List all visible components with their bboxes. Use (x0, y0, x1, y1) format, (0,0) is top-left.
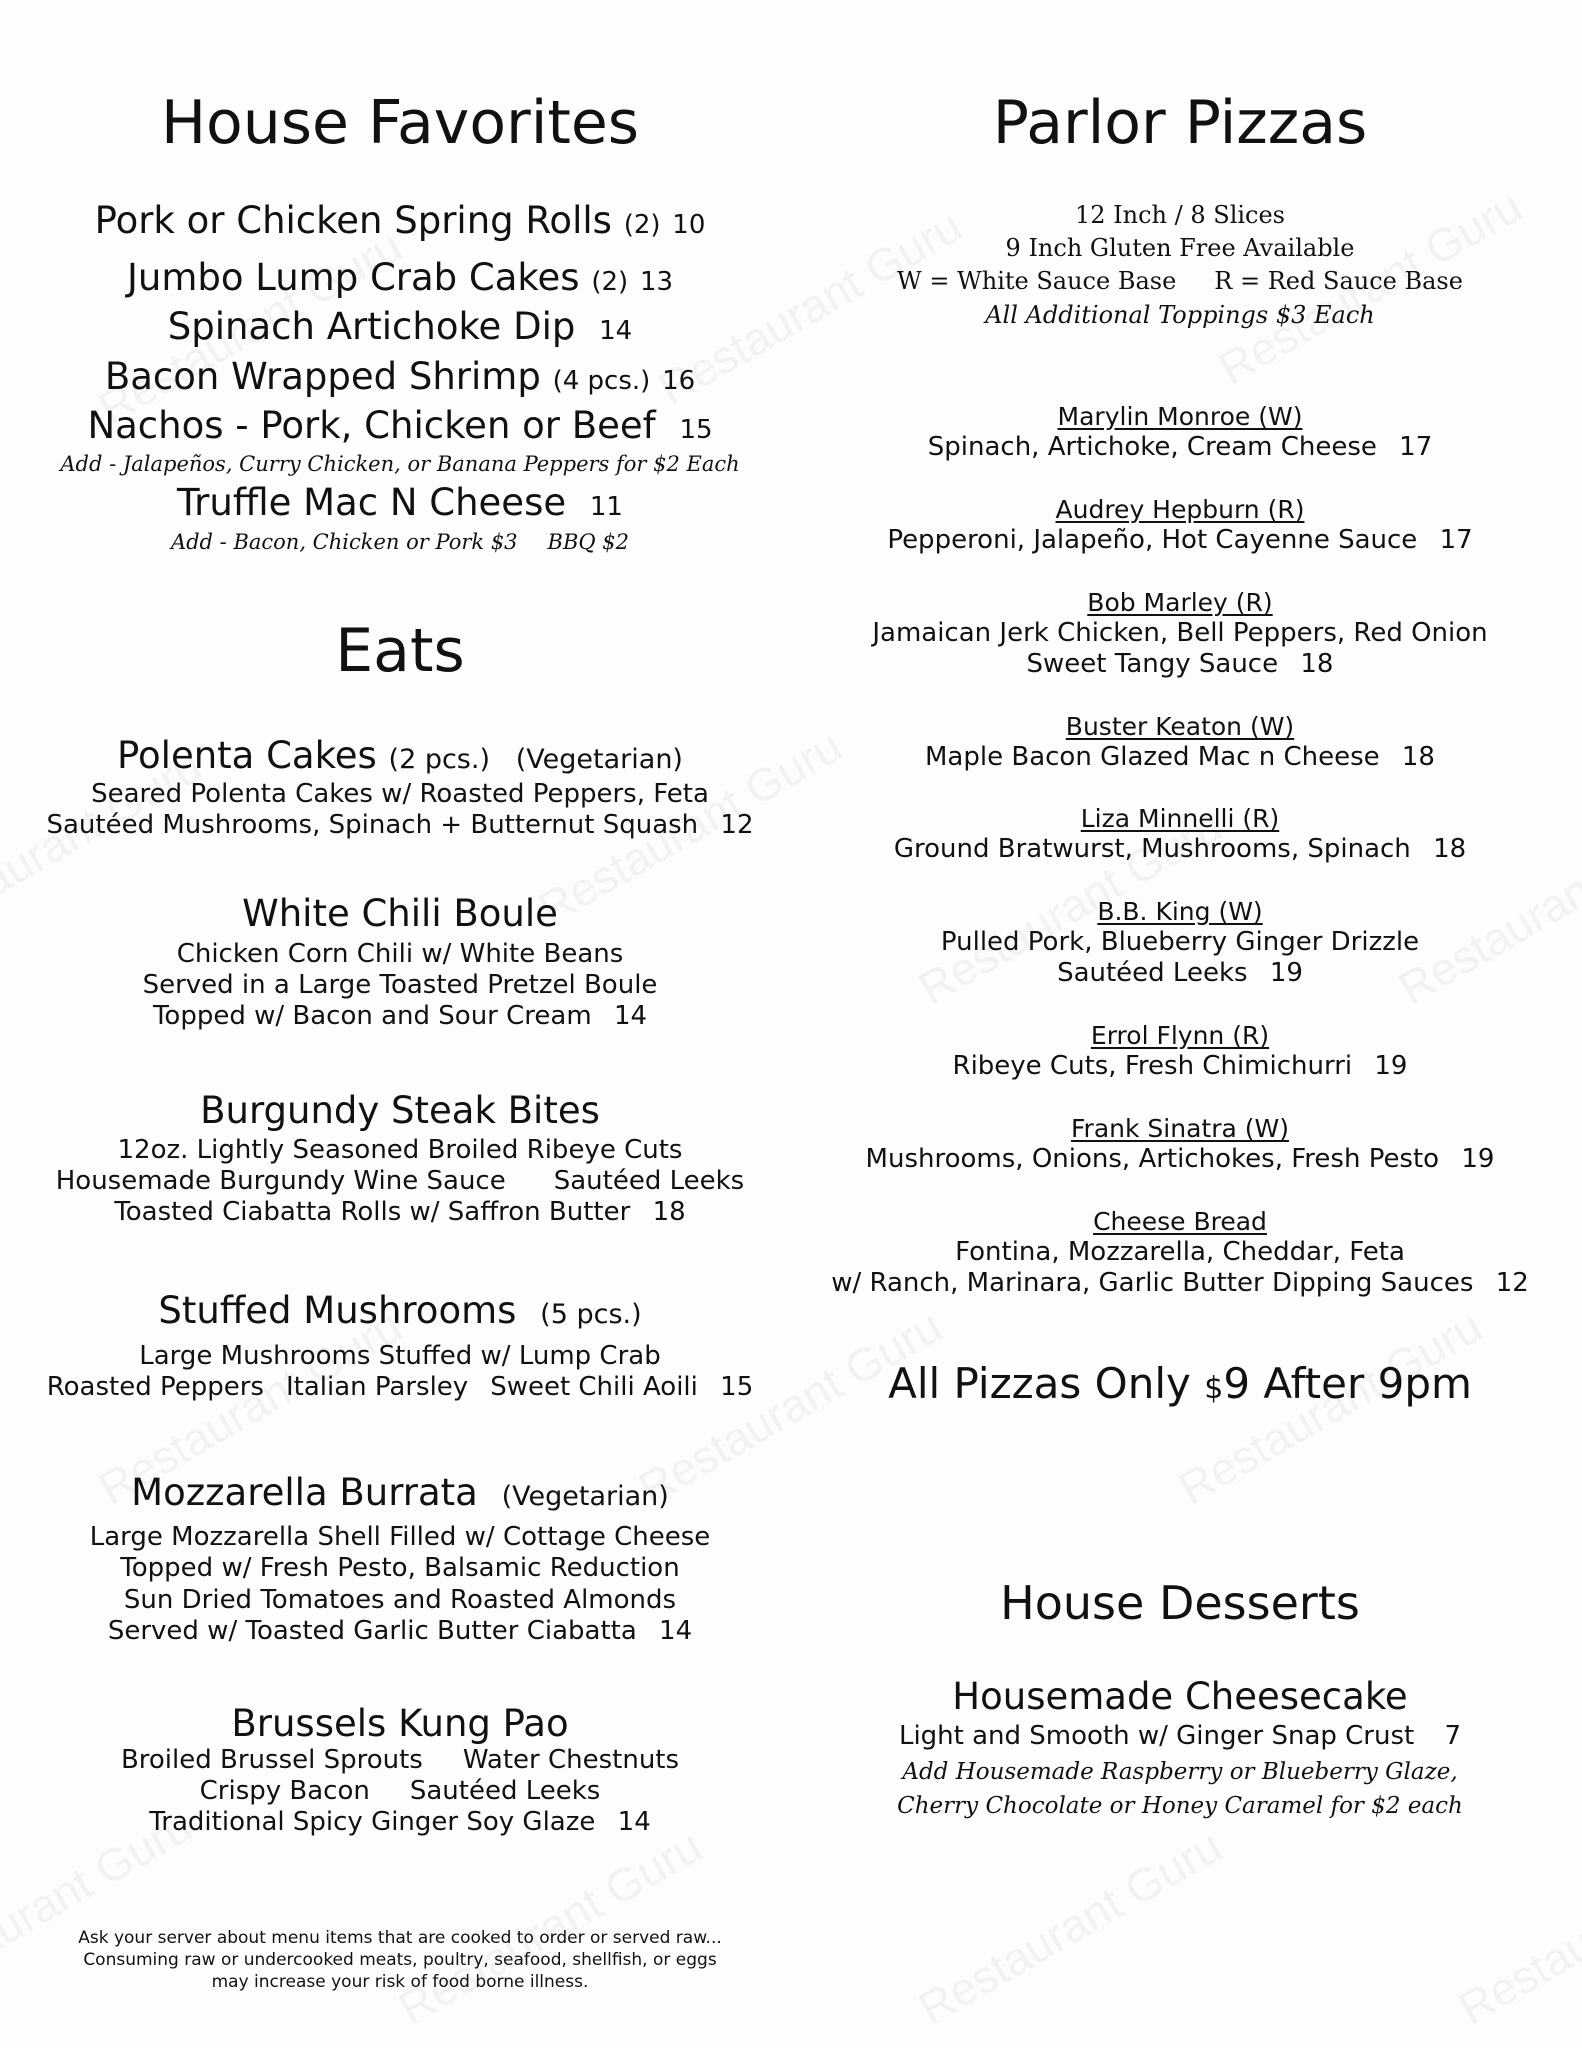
item-desc-text: Topped w/ Bacon and Sour Cream (152, 1001, 592, 1031)
item-price: 15 (720, 1372, 754, 1402)
pizza-name: Frank Sinatra (W) (1071, 1114, 1289, 1143)
pizza-info: All Additional Toppings $3 Each (985, 301, 1375, 329)
pizza-desc (820, 959, 1540, 989)
pizza-desc-text: Pepperoni, Jalapeño, Hot Cayenne Sauce (887, 525, 1418, 555)
pizza-info-part: W = White Sauce Base (897, 267, 1177, 295)
pizza-info (820, 268, 1540, 296)
menu-item-title (0, 735, 800, 778)
item-tag: (Vegetarian) (515, 744, 683, 775)
item-desc-text: Broiled Brussel Sprouts (120, 1745, 423, 1775)
pizza-name: Errol Flynn (R) (1090, 1021, 1270, 1050)
watermark (909, 1819, 1231, 2036)
item-desc-text: Roasted Peppers (46, 1372, 264, 1402)
item-desc-text: Served w/ Toasted Garlic Butter Ciabatta (107, 1616, 637, 1646)
item-tag: (Vegetarian) (501, 1481, 669, 1512)
menu-item-title: White Chili Boule (242, 892, 558, 935)
item-price: 11 (589, 492, 623, 522)
item-price: 13 (639, 267, 674, 297)
item-name: Stuffed Mushrooms (158, 1289, 517, 1332)
pizza-price: 17 (1399, 432, 1433, 462)
menu-item (0, 200, 800, 243)
item-desc: 12oz. Lightly Seasoned Broiled Ribeye Cuts (117, 1135, 683, 1165)
menu-item-title (0, 1290, 800, 1333)
item-note: Add - Jalapeños, Curry Chicken, or Banana Peppers for $2 Each (60, 452, 740, 476)
item-desc: Large Mushrooms Stuffed w/ Lump Crab (139, 1341, 661, 1371)
item-price: 12 (720, 810, 754, 840)
pizza-desc (820, 1052, 1540, 1082)
pizza-desc-text: w/ Ranch, Marinara, Garlic Butter Dipping Sauces (831, 1268, 1474, 1298)
item-desc (0, 1002, 800, 1032)
pizza-desc (820, 650, 1540, 680)
pizza-desc-text: Maple Bacon Glazed Mac n Cheese (925, 742, 1380, 772)
disclaimer: Consuming raw or undercooked meats, poultry, seafood, shellfish, or eggs (83, 1950, 717, 1970)
item-desc-text: Water Chestnuts (462, 1745, 680, 1775)
item-desc: Large Mozzarella Shell Filled w/ Cottage Cheese (89, 1522, 711, 1552)
item-name: Nachos - Pork, Chicken or Beef (87, 404, 656, 447)
eats-heading: Eats (335, 616, 465, 686)
pizza-name: B.B. King (W) (1097, 897, 1263, 926)
dessert-desc-text: Light and Smooth w/ Ginger Snap Crust (898, 1721, 1415, 1751)
item-desc-text: Crispy Bacon (199, 1776, 370, 1806)
item-name: Pork or Chicken Spring Rolls (94, 199, 612, 242)
item-desc-text: Traditional Spicy Ginger Soy Glaze (149, 1807, 596, 1837)
pizza-info-part: R = Red Sauce Base (1214, 267, 1463, 295)
item-desc (0, 1777, 800, 1807)
pizza-price: 18 (1433, 834, 1467, 864)
item-name: Bacon Wrapped Shrimp (104, 355, 541, 398)
item-name: Spinach Artichoke Dip (167, 305, 576, 348)
item-desc-text: Sautéed Leeks (553, 1166, 745, 1196)
pizza-desc: Pulled Pork, Blueberry Ginger Drizzle (940, 927, 1420, 957)
item-desc-text: Housemade Burgundy Wine Sauce (55, 1166, 506, 1196)
menu-item (0, 356, 800, 399)
item-price: 15 (679, 415, 713, 445)
item-desc (0, 811, 800, 841)
item-price: 14 (613, 1001, 648, 1031)
item-price: 16 (662, 366, 696, 396)
pizza-desc (820, 743, 1540, 773)
pizza-name: Bob Marley (R) (1087, 588, 1273, 617)
watermark (389, 1819, 711, 2036)
disclaimer: may increase your risk of food borne illness. (211, 1972, 589, 1992)
pizza-price: 19 (1374, 1051, 1408, 1081)
item-desc (0, 1617, 800, 1647)
menu-item-title (0, 1472, 800, 1515)
menu-item-title: Brussels Kung Pao (231, 1702, 569, 1745)
item-desc (0, 1167, 800, 1197)
item-name: Mozzarella Burrata (131, 1471, 478, 1514)
item-desc: Served in a Large Toasted Pretzel Boule (142, 970, 658, 1000)
pizza-price: 12 (1495, 1268, 1529, 1298)
item-qty: (2) (591, 267, 629, 297)
item-name: Polenta Cakes (117, 734, 377, 777)
dessert-desc (820, 1722, 1540, 1752)
pizza-info: 12 Inch / 8 Slices (1075, 201, 1285, 229)
pizza-desc: Jamaican Jerk Chicken, Bell Peppers, Red Onion (872, 618, 1488, 648)
pizza-price: 19 (1461, 1144, 1495, 1174)
item-desc: Seared Polenta Cakes w/ Roasted Peppers, Feta (91, 779, 709, 809)
item-qty: (4 pcs.) (552, 366, 651, 396)
pizza-price: 18 (1401, 742, 1435, 772)
item-desc-text: Sautéed Mushrooms, Spinach + Butternut Squash (46, 810, 699, 840)
pizza-desc-text: Ribeye Cuts, Fresh Chimichurri (952, 1051, 1353, 1081)
dessert-note: Cherry Chocolate or Honey Caramel for $2 each (897, 1793, 1463, 1819)
pizza-desc: Fontina, Mozzarella, Cheddar, Feta (955, 1237, 1405, 1267)
pizza-name: Liza Minnelli (R) (1080, 804, 1280, 833)
item-desc: Sun Dried Tomatoes and Roasted Almonds (123, 1585, 677, 1615)
item-desc: Topped w/ Fresh Pesto, Balsamic Reduction (120, 1553, 680, 1583)
item-qty: (2 pcs.) (388, 744, 490, 775)
item-note-part: BBQ $2 (547, 530, 630, 554)
item-price: 14 (617, 1807, 651, 1837)
item-note (0, 530, 800, 554)
item-name: Jumbo Lump Crab Cakes (126, 256, 580, 299)
promo-dollar: $ (1204, 1371, 1224, 1406)
pizza-desc (820, 526, 1540, 556)
item-desc-text: Italian Parsley (285, 1372, 469, 1402)
item-desc (0, 1808, 800, 1838)
promo-text: All Pizzas Only (888, 1359, 1191, 1408)
pizza-info: 9 Inch Gluten Free Available (1005, 234, 1355, 262)
menu-item (0, 306, 800, 349)
pizza-name: Buster Keaton (W) (1065, 712, 1295, 741)
pizza-name: Marylin Monroe (W) (1057, 402, 1303, 431)
pizza-desc-text: Sautéed Leeks (1057, 958, 1248, 988)
item-desc (0, 1746, 800, 1776)
item-qty: (5 pcs.) (540, 1299, 642, 1330)
pizza-desc (820, 1269, 1540, 1299)
pizza-promo (820, 1360, 1540, 1408)
item-price: 14 (599, 316, 633, 346)
item-price: 10 (672, 210, 706, 240)
house-desserts-heading: House Desserts (1000, 1576, 1360, 1630)
menu-item-title: Burgundy Steak Bites (200, 1089, 600, 1132)
menu-item (0, 257, 800, 300)
item-name: Truffle Mac N Cheese (177, 481, 567, 524)
pizza-desc-text: Sweet Tangy Sauce (1026, 649, 1279, 679)
pizza-desc (820, 1145, 1540, 1175)
item-desc-text: Sweet Chili Aoili (490, 1372, 698, 1402)
pizza-name: Cheese Bread (1093, 1207, 1267, 1236)
item-price: 14 (659, 1616, 693, 1646)
pizza-price: 18 (1300, 649, 1334, 679)
disclaimer: Ask your server about menu items that are cooked to order or served raw... (78, 1928, 722, 1948)
pizza-price: 17 (1439, 525, 1473, 555)
pizza-desc-text: Spinach, Artichoke, Cream Cheese (927, 432, 1377, 462)
pizza-desc-text: Ground Bratwurst, Mushrooms, Spinach (893, 834, 1411, 864)
item-note-part: Add - Bacon, Chicken or Pork $3 (170, 530, 518, 554)
pizza-desc-text: Mushrooms, Onions, Artichokes, Fresh Pesto (865, 1144, 1440, 1174)
promo-text: 9 After 9pm (1223, 1359, 1472, 1408)
item-desc (0, 1373, 800, 1403)
dessert-note: Add Housemade Raspberry or Blueberry Glaze, (902, 1759, 1458, 1785)
dessert-name: Housemade Cheesecake (952, 1675, 1408, 1718)
item-desc: Chicken Corn Chili w/ White Beans (176, 939, 624, 969)
item-price: 18 (652, 1197, 686, 1227)
watermark (1449, 1819, 1582, 2036)
pizza-desc (820, 433, 1540, 463)
menu-item (0, 482, 800, 525)
pizza-desc (820, 835, 1540, 865)
house-favorites-heading: House Favorites (160, 88, 640, 158)
dessert-price: 7 (1444, 1721, 1462, 1751)
menu-item (0, 405, 800, 448)
item-qty: (2) (623, 210, 661, 240)
item-desc (0, 1198, 800, 1228)
item-desc-text: Sautéed Leeks (409, 1776, 601, 1806)
pizza-name: Audrey Hepburn (R) (1055, 495, 1305, 524)
pizza-price: 19 (1269, 958, 1303, 988)
parlor-pizzas-heading: Parlor Pizzas (992, 88, 1368, 158)
item-desc-text: Toasted Ciabatta Rolls w/ Saffron Butter (114, 1197, 631, 1227)
